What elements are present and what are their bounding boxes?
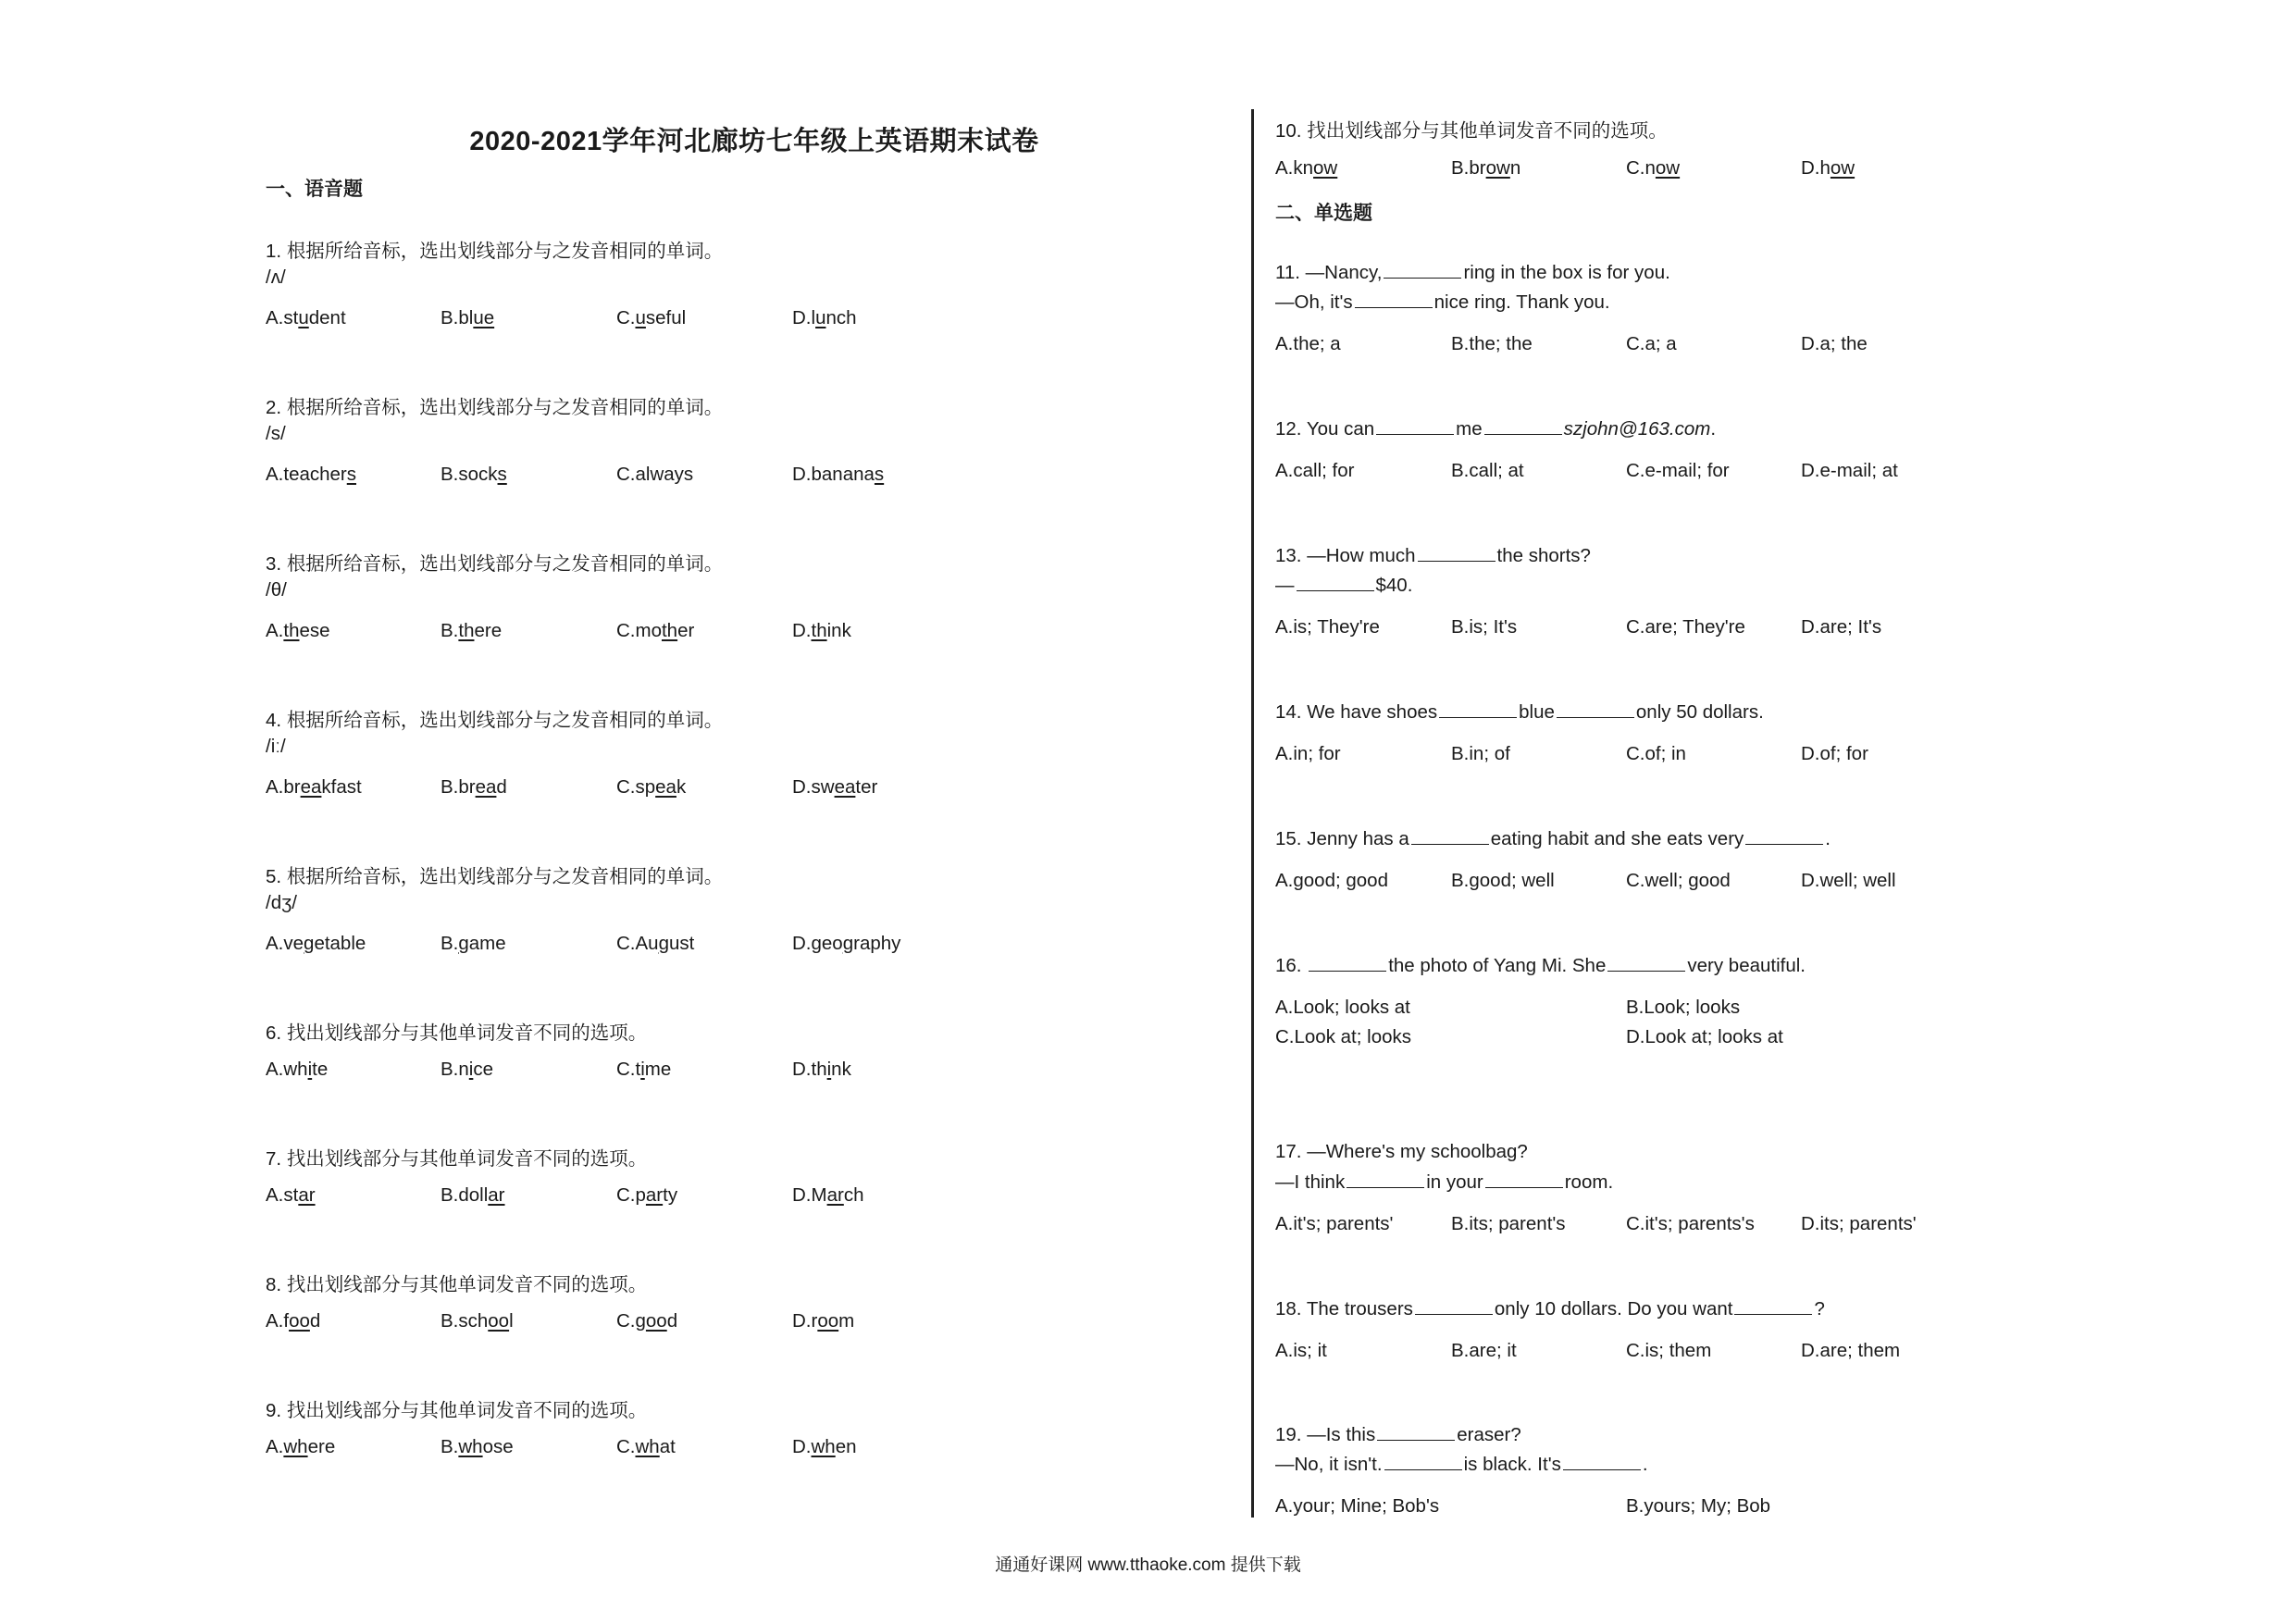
q13-option-a[interactable]: A.is; They're [1275, 616, 1380, 638]
question-19-line-1: 19. —Is this eraser? [1275, 1424, 1521, 1445]
q13-option-b[interactable]: B.is; It's [1451, 616, 1518, 638]
q7-option-c[interactable]: C.party [616, 1184, 678, 1206]
question-17-line-2: —I think in your room. [1275, 1171, 1614, 1193]
answer-blank[interactable] [1557, 700, 1634, 718]
answer-blank[interactable] [1355, 291, 1433, 308]
q6-option-d[interactable]: D.think [792, 1059, 851, 1080]
q5-option-a[interactable]: A.vegetable [266, 933, 366, 954]
q5-option-c[interactable]: C.August [616, 933, 695, 954]
q15-option-b[interactable]: B.good; well [1451, 870, 1555, 891]
answer-blank[interactable] [1485, 1171, 1563, 1188]
answer-blank[interactable] [1415, 1297, 1493, 1315]
question-1-phonetic: /ʌ/ [266, 266, 286, 288]
question-5-prompt: 5. 根据所给音标，选出划线部分与之发音相同的单词。 [266, 866, 724, 887]
question-2-phonetic: /s/ [266, 423, 286, 444]
answer-blank[interactable] [1384, 261, 1461, 279]
question-13-line-1: 13. —How much the shorts? [1275, 545, 1591, 566]
question-12-line-1: 12. You can me szjohn@163.com. [1275, 418, 1717, 440]
q8-option-a[interactable]: A.food [266, 1310, 321, 1332]
question-3-phonetic: /θ/ [266, 579, 287, 601]
q6-option-b[interactable]: B.nice [441, 1059, 493, 1080]
question-18-line-1: 18. The trousers only 10 dollars. Do you want ? [1275, 1298, 1825, 1319]
q5-option-b[interactable]: B.game [441, 933, 506, 954]
answer-blank[interactable] [1309, 954, 1386, 972]
answer-blank[interactable] [1607, 954, 1685, 972]
q18-option-d[interactable]: D.are; them [1801, 1340, 1901, 1361]
question-9-prompt: 9. 找出划线部分与其他单词发音不同的选项。 [266, 1400, 648, 1421]
answer-blank[interactable] [1563, 1453, 1641, 1470]
q11-option-a[interactable]: A.the; a [1275, 333, 1341, 354]
answer-blank[interactable] [1377, 1423, 1455, 1441]
answer-blank[interactable] [1411, 827, 1489, 845]
q11-option-c[interactable]: C.a; a [1626, 333, 1677, 354]
q15-option-d[interactable]: D.well; well [1801, 870, 1896, 891]
q2-option-b[interactable]: B.socks [441, 464, 507, 485]
q16-option-d[interactable]: D.Look at; looks at [1626, 1026, 1783, 1047]
q8-option-c[interactable]: C.good [616, 1310, 678, 1332]
q1-option-c[interactable]: C.useful [616, 307, 687, 328]
page-footer: 通通好课网 www.tthaoke.com 提供下载 [995, 1555, 1301, 1575]
q10-option-b[interactable]: B.brown [1451, 157, 1521, 179]
q15-option-a[interactable]: A.good; good [1275, 870, 1388, 891]
q10-option-c[interactable]: C.now [1626, 157, 1681, 179]
answer-blank[interactable] [1297, 574, 1374, 591]
page-title: 2020-2021学年河北廊坊七年级上英语期末试卷 [469, 127, 1039, 156]
answer-blank[interactable] [1439, 700, 1517, 718]
q16-option-a[interactable]: A.Look; looks at [1275, 997, 1410, 1018]
q7-option-d[interactable]: D.March [792, 1184, 864, 1206]
q3-option-d[interactable]: D.think [792, 620, 851, 641]
q12-option-a[interactable]: A.call; for [1275, 460, 1355, 481]
q17-option-d[interactable]: D.its; parents' [1801, 1213, 1917, 1234]
q1-option-d[interactable]: D.lunch [792, 307, 857, 328]
question-11-line-1: 11. —Nancy, ring in the box is for you. [1275, 262, 1670, 283]
question-4-prompt: 4. 根据所给音标，选出划线部分与之发音相同的单词。 [266, 710, 724, 731]
q4-option-c[interactable]: C.speak [616, 776, 687, 798]
q6-option-a[interactable]: A.white [266, 1059, 329, 1080]
q2-option-c[interactable]: C.always [616, 464, 694, 485]
q4-option-b[interactable]: B.bread [441, 776, 507, 798]
answer-blank[interactable] [1484, 417, 1562, 435]
question-17-line-1: 17. —Where's my schoolbag? [1275, 1141, 1528, 1162]
q3-option-c[interactable]: C.mother [616, 620, 695, 641]
q8-option-d[interactable]: D.room [792, 1310, 855, 1332]
q10-option-a[interactable]: A.know [1275, 157, 1338, 179]
q14-option-b[interactable]: B.in; of [1451, 743, 1510, 764]
question-14-line-1: 14. We have shoes blue only 50 dollars. [1275, 701, 1764, 723]
q19-option-a[interactable]: A.your; Mine; Bob's [1275, 1495, 1440, 1517]
question-7-prompt: 7. 找出划线部分与其他单词发音不同的选项。 [266, 1148, 648, 1170]
q17-option-a[interactable]: A.it's; parents' [1275, 1213, 1394, 1234]
q6-option-c[interactable]: C.time [616, 1059, 672, 1080]
question-6-prompt: 6. 找出划线部分与其他单词发音不同的选项。 [266, 1022, 648, 1044]
answer-blank[interactable] [1347, 1171, 1424, 1188]
column-divider [1251, 109, 1254, 1518]
q18-option-b[interactable]: B.are; it [1451, 1340, 1517, 1361]
q11-option-d[interactable]: D.a; the [1801, 333, 1868, 354]
question-10-prompt: 10. 找出划线部分与其他单词发音不同的选项。 [1275, 120, 1668, 142]
q18-option-a[interactable]: A.is; it [1275, 1340, 1327, 1361]
q14-option-a[interactable]: A.in; for [1275, 743, 1341, 764]
q3-option-a[interactable]: A.these [266, 620, 330, 641]
q14-option-d[interactable]: D.of; for [1801, 743, 1868, 764]
answer-blank[interactable] [1734, 1297, 1812, 1315]
question-13-line-2: — $40. [1275, 575, 1413, 596]
answer-blank[interactable] [1418, 544, 1496, 562]
q10-option-d[interactable]: D.how [1801, 157, 1855, 179]
question-16-line-1: 16. the photo of Yang Mi. She very beautiful. [1275, 955, 1806, 976]
q9-option-a[interactable]: A.where [266, 1436, 336, 1457]
q5-option-d[interactable]: D.geography [792, 933, 901, 954]
question-8-prompt: 8. 找出划线部分与其他单词发音不同的选项。 [266, 1274, 648, 1295]
q4-option-d[interactable]: D.sweater [792, 776, 878, 798]
q8-option-b[interactable]: B.school [441, 1310, 514, 1332]
question-5-phonetic: /dʒ/ [266, 892, 297, 913]
q16-option-b[interactable]: B.Look; looks [1626, 997, 1741, 1018]
email-address: szjohn@163.com [1563, 418, 1711, 440]
question-3-prompt: 3. 根据所给音标，选出划线部分与之发音相同的单词。 [266, 553, 724, 575]
q17-option-b[interactable]: B.its; parent's [1451, 1213, 1566, 1234]
question-4-phonetic: /iː/ [266, 736, 286, 757]
q7-option-a[interactable]: A.star [266, 1184, 316, 1206]
q2-option-d[interactable]: D.bananas [792, 464, 885, 485]
answer-blank[interactable] [1376, 417, 1454, 435]
q18-option-c[interactable]: C.is; them [1626, 1340, 1712, 1361]
section-single-choice-heading: 二、单选题 [1275, 203, 1372, 224]
q14-option-c[interactable]: C.of; in [1626, 743, 1686, 764]
q9-option-c[interactable]: C.what [616, 1436, 676, 1457]
answer-blank[interactable] [1384, 1453, 1462, 1470]
q12-option-d[interactable]: D.e-mail; at [1801, 460, 1898, 481]
q11-option-b[interactable]: B.the; the [1451, 333, 1533, 354]
q16-option-c[interactable]: C.Look at; looks [1275, 1026, 1411, 1047]
answer-blank[interactable] [1745, 827, 1823, 845]
q9-option-b[interactable]: B.whose [441, 1436, 514, 1457]
q4-option-a[interactable]: A.breakfast [266, 776, 362, 798]
q1-option-b[interactable]: B.blue [441, 307, 495, 328]
q9-option-d[interactable]: D.when [792, 1436, 857, 1457]
q13-option-c[interactable]: C.are; They're [1626, 616, 1745, 638]
q15-option-c[interactable]: C.well; good [1626, 870, 1731, 891]
question-1-prompt: 1. 根据所给音标，选出划线部分与之发音相同的单词。 [266, 241, 724, 262]
q12-option-b[interactable]: B.call; at [1451, 460, 1524, 481]
q7-option-b[interactable]: B.dollar [441, 1184, 505, 1206]
q3-option-b[interactable]: B.there [441, 620, 503, 641]
q2-option-a[interactable]: A.teachers [266, 464, 356, 485]
question-19-line-2: —No, it isn't. is black. It's . [1275, 1454, 1648, 1475]
question-2-prompt: 2. 根据所给音标，选出划线部分与之发音相同的单词。 [266, 397, 724, 418]
q13-option-d[interactable]: D.are; It's [1801, 616, 1882, 638]
question-11-line-2: —Oh, it's nice ring. Thank you. [1275, 291, 1610, 313]
q19-option-b[interactable]: B.yours; My; Bob [1626, 1495, 1771, 1517]
q1-option-a[interactable]: A.student [266, 307, 346, 328]
section-phonetics-heading: 一、语音题 [266, 179, 363, 200]
q17-option-c[interactable]: C.it's; parents's [1626, 1213, 1755, 1234]
question-15-line-1: 15. Jenny has a eating habit and she eats very . [1275, 828, 1831, 849]
q12-option-c[interactable]: C.e-mail; for [1626, 460, 1730, 481]
